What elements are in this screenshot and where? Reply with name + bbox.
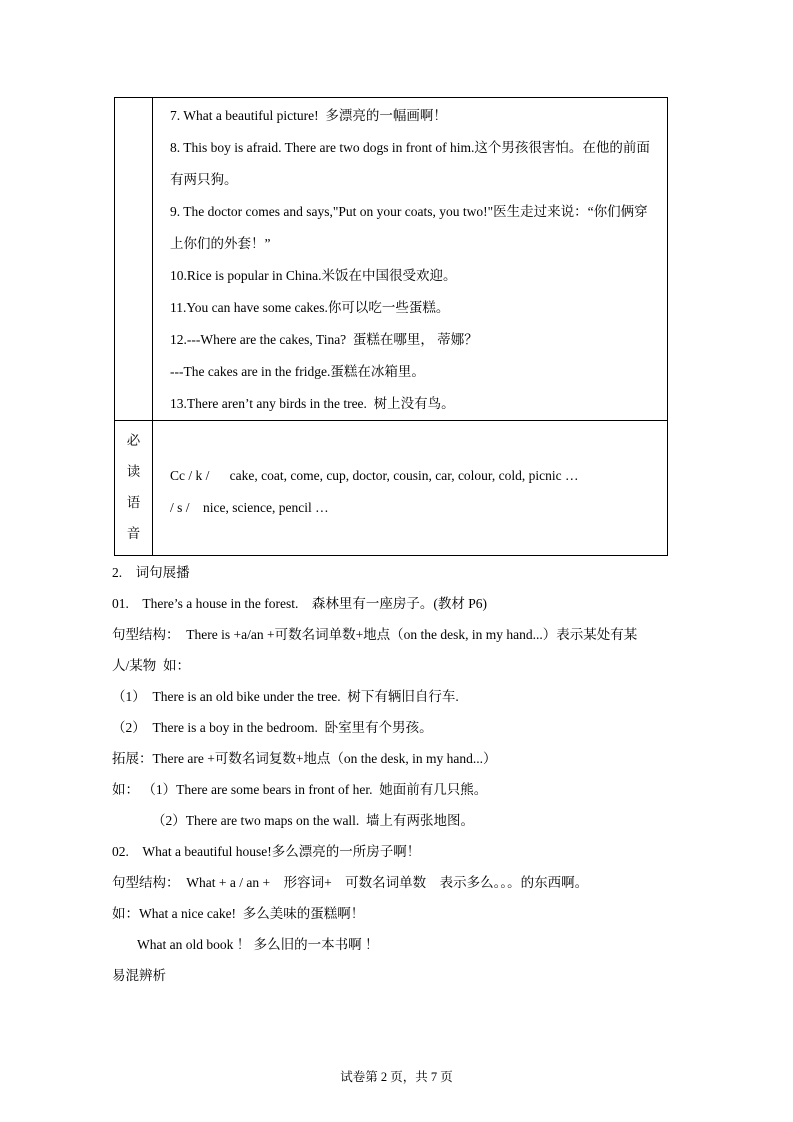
phonics-line: Cc / k / cake, coat, come, cup, doctor, cousin, car, colour, cold, picnic … [170,468,579,483]
table-row-phonics [115,421,668,556]
page-footer: 试卷第 2 页，共 7 页 [340,1070,453,1084]
side-label-char: 音 [126,526,141,541]
note-line: 句型结构： What + a / an + 形容词+ 可数名词单数 表示多么。。。的东西啊。 [112,875,589,890]
sentence-line: 8. This boy is afraid. There are two dogs in front of him.这个男孩很害怕。在他的前面 [170,140,650,155]
note-line: 01. There’s a house in the forest. 森林里有一座房子。(教材 P6) [112,596,487,611]
sentence-line: 9. The doctor comes and says,"Put on your coats, you two!"医生走过来说：“你们俩穿 [170,204,648,219]
phonics-line: / s / nice, science, pencil … [170,500,329,515]
note-line: What an old book ！ 多么旧的一本书啊 ！ [137,937,379,952]
note-line: （2） There is a boy in the bedroom. 卧室里有个男孩。 [112,720,433,735]
note-line: （2）There are two maps on the wall. 墙上有两张地图。 [152,813,475,828]
side-label-char: 语 [126,495,141,510]
note-line: 如： （1）There are some bears in front of her. 她面前有几只熊。 [112,782,488,797]
sentence-line: 上你们的外套！” [170,236,271,251]
notes-section [112,557,687,991]
note-line: （1） There is an old bike under the tree. 树下有辆旧自行车. [112,689,459,704]
side-label-char: 必 [126,433,141,448]
table-row-sentences [115,98,668,421]
note-line: 如：What a nice cake! 多么美味的蛋糕啊！ [112,906,365,921]
section-heading: 2. 词句展播 [112,565,190,580]
note-line: 02. What a beautiful house!多么漂亮的一所房子啊！ [112,844,421,859]
phonics-content-cell [153,421,668,556]
note-line: 易混辨析 [112,968,166,983]
sentence-line: 12.---Where are the cakes, Tina? 蛋糕在哪里， 蒂娜？ [170,332,478,347]
sentence-line: 10.Rice is popular in China.米饭在中国很受欢迎。 [170,268,457,283]
sentence-line: 7. What a beautiful picture! 多漂亮的一幅画啊！ [170,108,447,123]
sentence-line: 有两只狗。 [170,172,238,187]
note-line: 人/某物 如： [112,658,191,673]
sentence-line: 11.You can have some cakes.你可以吃一些蛋糕。 [170,300,450,315]
phonics-side-label [115,421,153,556]
table-side-cell-empty [115,98,153,421]
sentence-line: 13.There aren’t any birds in the tree. 树上没有鸟。 [170,396,455,411]
sentence-review-table [114,97,668,556]
sentence-line: ---The cakes are in the fridge.蛋糕在冰箱里。 [170,364,425,379]
note-line: 拓展：There are +可数名词复数+地点（on the desk, in my hand...） [112,751,497,766]
side-label-char: 读 [126,464,141,479]
note-line: 句型结构： There is +a/an +可数名词单数+地点（on the desk, in my hand...）表示某处有某 [112,627,638,642]
table-sentences-cell [153,98,668,421]
